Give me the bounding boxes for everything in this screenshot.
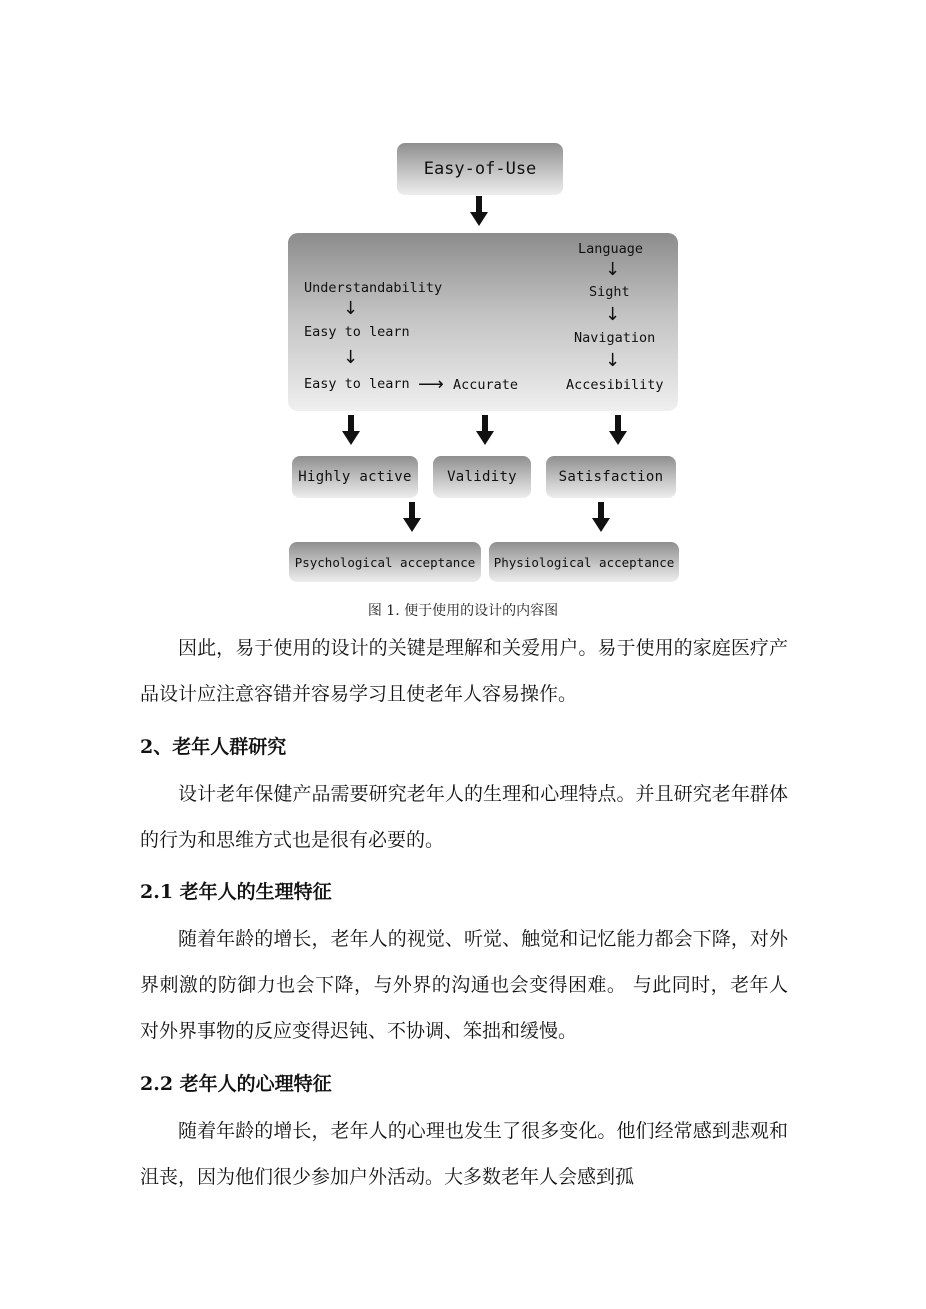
arrow-down-icon: [470, 196, 488, 226]
label-accurate: Accurate: [453, 377, 519, 393]
paragraph-elderly-research: 设计老年保健产品需要研究老年人的生理和心理特点。并且研究老年群体的行为和思维方式也是很有必要的。: [140, 783, 788, 851]
label-easy-to-learn-1: Easy to learn: [304, 324, 410, 340]
paragraph-psychological: 随着年龄的增长，老年人的心理也发生了很多变化。他们经常感到悲观和沮丧，因为他们很少参加户外活动。大多数老年人会感到孤: [140, 1120, 788, 1188]
thin-arrow-down-icon: ↓: [605, 259, 621, 280]
label-sight: Sight: [589, 284, 630, 300]
label-easy-to-learn-2: Easy to learn: [304, 376, 410, 392]
box-validity: Validity: [433, 456, 531, 498]
box-easy-of-use: Easy-of-Use: [397, 143, 563, 195]
box-physiological-acceptance: Physiological acceptance: [489, 542, 679, 582]
box-psychological-acceptance: Psychological acceptance: [289, 542, 481, 582]
arrow-down-icon: [609, 415, 627, 445]
box-highly-active: Highly active: [292, 456, 418, 498]
arrow-down-icon: [592, 502, 610, 532]
thin-arrow-down-icon: ↓: [343, 347, 359, 368]
paragraph-physiological: 随着年龄的增长，老年人的视觉、听觉、触觉和记忆能力都会下降，对外界刺激的防御力也会下降，与外界的沟通也会变得困难。 与此同时，老年人对外界事物的反应变得迟钝、不协调、笨拙和缓慢。: [140, 928, 788, 1042]
arrow-down-icon: [403, 502, 421, 532]
thin-arrow-down-icon: ↓: [605, 350, 621, 371]
arrow-down-icon: [476, 415, 494, 445]
label-language: Language: [578, 241, 644, 257]
paragraph-conclusion: 因此，易于使用的设计的关键是理解和关爱用户。易于使用的家庭医疗产品设计应注意容错并容易学习且使老年人容易操作。: [140, 637, 788, 705]
thin-arrow-down-icon: ↓: [605, 304, 621, 325]
section-heading-2: 2、老年人群研究: [140, 736, 287, 758]
section-heading-2-1: 2.1 老年人的生理特征: [140, 881, 332, 903]
label-navigation: Navigation: [574, 330, 656, 346]
label-accesibility: Accesibility: [566, 377, 664, 393]
arrow-down-icon: [342, 415, 360, 445]
thin-arrow-down-icon: ↓: [343, 298, 359, 319]
flow-diagram: [0, 0, 926, 600]
box-satisfaction: Satisfaction: [546, 456, 676, 498]
figure-caption: 图 1. 便于使用的设计的内容图: [367, 603, 559, 619]
label-understandability: Understandability: [304, 280, 443, 296]
section-heading-2-2: 2.2 老年人的心理特征: [140, 1073, 332, 1095]
thin-arrow-right-icon: ⟶: [418, 374, 444, 395]
